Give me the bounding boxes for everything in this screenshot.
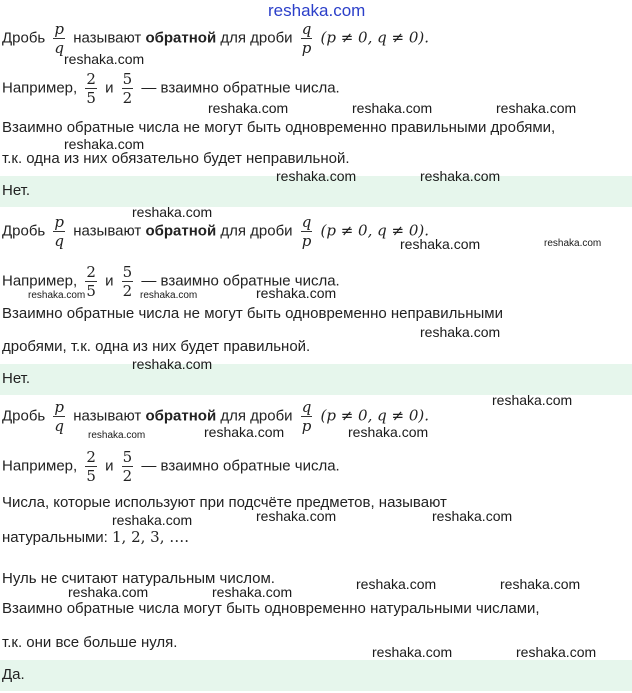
watermark: reshaka.com <box>64 51 145 67</box>
definition-prefix: Дробь <box>2 407 46 425</box>
example-suffix: — взаимно обратные числа. <box>141 79 340 97</box>
watermark: reshaka.com <box>64 136 145 152</box>
example-line-1 <box>2 70 340 107</box>
watermark: reshaka.com <box>400 236 481 252</box>
definition-prefix: Дробь <box>2 222 46 240</box>
watermark-top: reshaka.com <box>268 1 366 20</box>
definition-text: для дроби <box>220 222 293 240</box>
watermark: reshaka.com <box>372 644 453 660</box>
watermark: reshaka.com <box>496 100 577 116</box>
watermark: reshaka.com <box>516 644 597 660</box>
example-prefix: Например, <box>2 272 78 290</box>
watermark: reshaka.com <box>68 584 149 600</box>
definition-bold-term: обратной <box>145 29 217 47</box>
example-suffix: — взаимно обратные числа. <box>141 272 340 290</box>
fraction-q-over-p: $\frac{q}{p}$ <box>301 398 312 435</box>
fraction-5-over-2: $\frac{5}{2}$ <box>122 70 133 107</box>
definition-text: для дроби <box>220 407 293 425</box>
reason-line-1: Взаимно обратные числа не могут быть одновременно неправильными <box>2 305 503 322</box>
natural-numbers-formula: 1, 2, 3, …. <box>112 528 190 546</box>
watermark: reshaka.com <box>112 512 193 528</box>
example-conjunction: и <box>105 457 114 475</box>
definition-line-2 <box>2 213 429 250</box>
watermark: reshaka.com <box>132 356 213 372</box>
answer-text: Да. <box>2 666 25 683</box>
example-line-3 <box>2 448 340 485</box>
definition-bold-term: обратной <box>145 407 217 425</box>
natural-line-2 <box>2 528 189 547</box>
watermark: reshaka.com <box>420 168 501 184</box>
watermark: reshaka.com <box>256 285 337 301</box>
zero-line: Нуль не считают натуральным числом. <box>2 570 275 587</box>
example-prefix: Например, <box>2 79 78 97</box>
watermark: reshaka.com <box>492 392 573 408</box>
definition-text: называют <box>73 29 142 47</box>
condition-formula: (p ≠ 0, q ≠ 0). <box>320 28 430 47</box>
watermark: reshaka.com <box>356 576 437 592</box>
fraction-2-over-5: $\frac{2}{5}$ <box>86 70 96 107</box>
watermark: reshaka.com <box>352 100 433 116</box>
definition-text: называют <box>73 407 142 425</box>
definition-text: называют <box>73 222 142 240</box>
watermark: reshaka.com <box>140 290 198 301</box>
watermark: reshaka.com <box>420 324 501 340</box>
definition-bold-term: обратной <box>145 222 217 240</box>
fraction-5-over-2: $\frac{5}{2}$ <box>122 448 133 485</box>
watermark: reshaka.com <box>276 168 357 184</box>
reason-line-2: т.к. они все больше нуля. <box>2 634 178 651</box>
fraction-p-over-q: $\frac{p}{q}$ <box>54 398 65 435</box>
fraction-2-over-5: $\frac{2}{5}$ <box>86 263 96 300</box>
watermark: reshaka.com <box>204 424 285 440</box>
reason-line-2: т.к. одна из них обязательно будет неправильной. <box>2 150 350 167</box>
condition-formula: (p ≠ 0, q ≠ 0). <box>320 221 430 240</box>
example-prefix: Например, <box>2 457 78 475</box>
watermark: reshaka.com <box>500 576 581 592</box>
natural-prefix: натуральными: <box>2 529 108 546</box>
fraction-q-over-p: $\frac{q}{p}$ <box>301 20 312 57</box>
reason-line-2: дробями, т.к. одна из них будет правильной. <box>2 338 311 355</box>
example-conjunction: и <box>105 272 114 290</box>
watermark: reshaka.com <box>132 204 213 220</box>
fraction-5-over-2: $\frac{5}{2}$ <box>122 263 133 300</box>
answer-text: Нет. <box>2 370 31 387</box>
watermark: reshaka.com <box>348 424 429 440</box>
watermark: reshaka.com <box>212 584 293 600</box>
watermark: reshaka.com <box>432 508 513 524</box>
definition-text: для дроби <box>220 29 293 47</box>
example-conjunction: и <box>105 79 114 97</box>
watermark: reshaka.com <box>256 508 337 524</box>
watermark: reshaka.com <box>544 238 602 249</box>
fraction-2-over-5: $\frac{2}{5}$ <box>86 448 96 485</box>
reason-line-1: Взаимно обратные числа не могут быть одновременно правильными дробями, <box>2 119 556 136</box>
example-suffix: — взаимно обратные числа. <box>141 457 340 475</box>
answer-band-3 <box>0 660 632 691</box>
answer-text: Нет. <box>2 182 31 199</box>
watermark: reshaka.com <box>88 430 146 441</box>
reason-line-1: Взаимно обратные числа могут быть одновременно натуральными числами, <box>2 600 540 617</box>
condition-formula: (p ≠ 0, q ≠ 0). <box>320 406 430 425</box>
watermark: reshaka.com <box>28 290 86 301</box>
answer-band-2 <box>0 364 632 395</box>
fraction-q-over-p: $\frac{q}{p}$ <box>301 213 312 250</box>
definition-prefix: Дробь <box>2 29 46 47</box>
natural-line-1: Числа, которые используют при подсчёте предметов, называют <box>2 494 447 511</box>
watermark: reshaka.com <box>208 100 289 116</box>
fraction-p-over-q: $\frac{p}{q}$ <box>54 20 65 57</box>
fraction-p-over-q: $\frac{p}{q}$ <box>54 213 65 250</box>
